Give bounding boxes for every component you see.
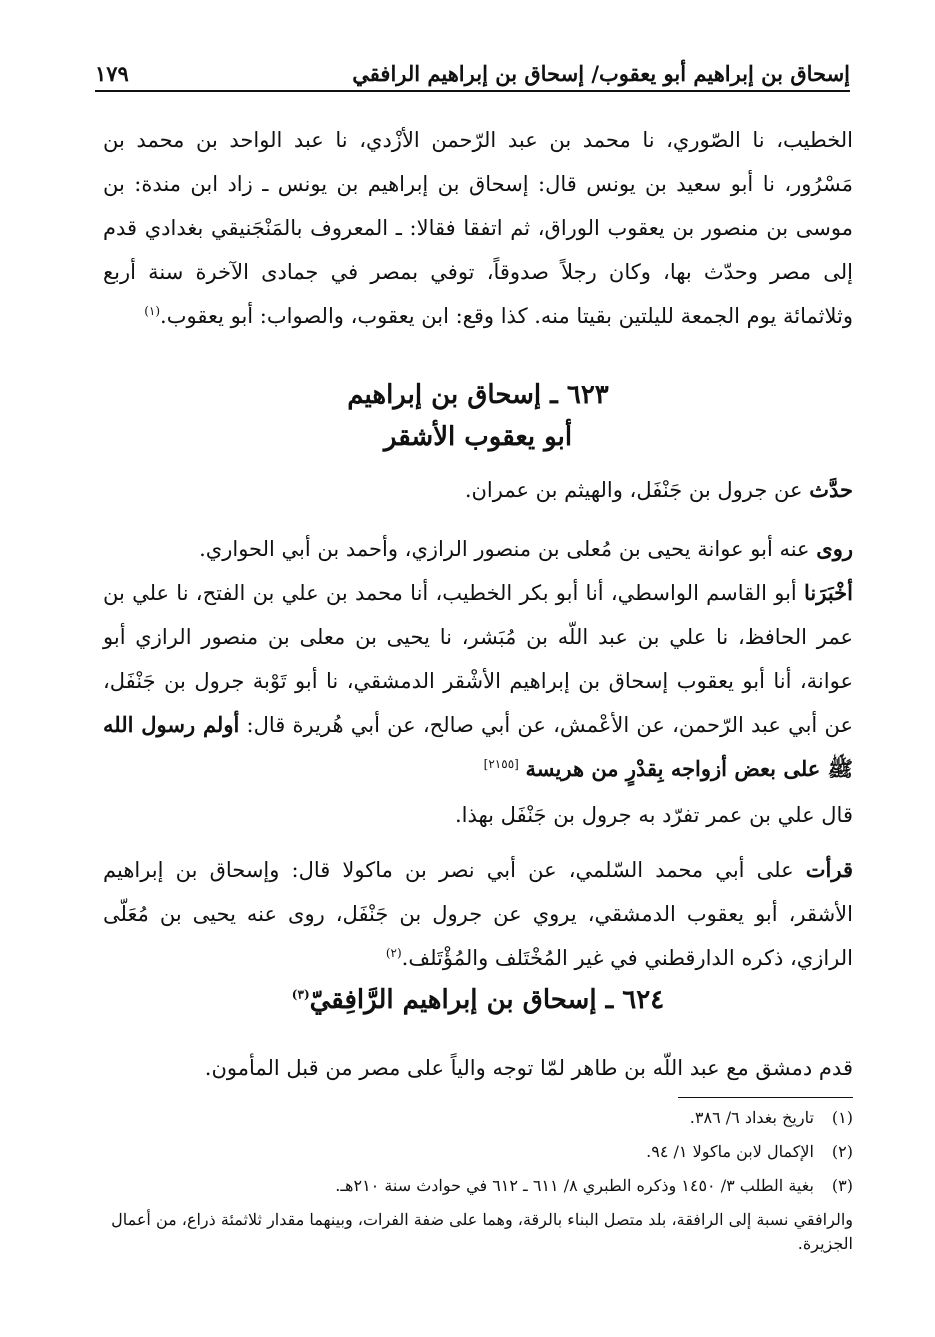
hadath-lead: حدَّث xyxy=(809,477,853,502)
entry-623-subtitle: أبو يعقوب الأشقر xyxy=(383,422,573,452)
entry-624-title xyxy=(103,985,853,1015)
footnote-3 xyxy=(103,1174,853,1198)
footnote-text: الإكمال لابن ماكولا ١/ ٩٤. xyxy=(646,1142,814,1161)
footnote-text: والرافقي نسبة إلى الرافقة، بلد متصل البناء بالرقة، وهما على ضفة الفرات، وبينهما مقدار ثلاثمئة ذراع، من أعمال الجزيرة. xyxy=(111,1210,853,1253)
entry-624-title-text: ٦٢٤ ـ إسحاق بن إبراهيم الرَّافِقيّ xyxy=(309,985,665,1015)
footnote-1 xyxy=(103,1106,853,1130)
entry-624-paragraph xyxy=(103,1046,853,1090)
footnote-number: (١) xyxy=(831,1108,853,1127)
footnote-number: (٢) xyxy=(831,1142,853,1161)
entry-623-title: ٦٢٣ ـ إسحاق بن إبراهيم xyxy=(347,380,609,410)
qara-text: على أبي محمد السّلمي، عن أبي نصر بن ماكولا قال: وإسحاق بن إبراهيم الأشقر، أبو يعقوب الدمشقي، يروي عن جرول بن جَنْفَل، روى عنه يحيى بن مُعَلّى الرازي، ذكره الدارقطني في غير المُخْتَلف والمُؤْتَلف. xyxy=(103,858,853,970)
footnote-text: تاريخ بغداد ٦/ ٣٨٦. xyxy=(689,1108,814,1127)
running-title: إسحاق بن إبراهيم أبو يعقوب/ إسحاق بن إبراهيم الرافقي xyxy=(352,61,850,86)
footnote-2 xyxy=(103,1140,853,1164)
intro-footnote-ref: (١) xyxy=(144,304,161,318)
rawa-lead: روى xyxy=(816,536,853,561)
footnote-3-continued xyxy=(103,1208,853,1256)
page-number: ١٧٩ xyxy=(95,61,129,86)
hadath-text: عن جرول بن جَنْفَل، والهيثم بن عمران. xyxy=(464,478,803,502)
footnote-text: بغية الطلب ٣/ ١٤٥٠ وذكره الطبري ٨/ ٦١١ ـ ٦١٢ في حوادث سنة ٢١٠هـ. xyxy=(335,1176,814,1195)
akhbarana-paragraph xyxy=(103,571,853,791)
ali-note-text: قال علي بن عمر تفرّد به جرول بن جَنْفَل بهذا. xyxy=(454,803,853,827)
intro-paragraph xyxy=(103,118,853,338)
hadath-paragraph xyxy=(103,468,853,512)
ali-note-paragraph xyxy=(103,793,853,837)
qara-lead: قرأت xyxy=(805,857,853,882)
qara-footnote-ref: (٢) xyxy=(385,946,402,960)
akhbarana-lead: أخْبَرَنا xyxy=(804,580,853,605)
rawa-paragraph xyxy=(103,527,853,571)
intro-text: الخطيب، نا الصّوري، نا محمد بن عبد الرّحمن الأزْدي، نا عبد الواحد بن محمد بن مَسْرُور، نا أبو سعيد بن يونس قال: إسحاق بن إبراهيم بن يونس ـ زاد ابن مندة: بن موسى بن منصور بن يعقوب الوراق، ثم اتفقا فقالا: ـ المعروف بالمَنْجَنيقي بغدادي قدم إلى مصر وحدّث بها، وكان رجلاً صدوقاً، توفي بمصر في جمادى الآخرة سنة أربع وثلاثمائة يوم الجمعة لليلتين بقيتا منه. كذا وقع: ابن يعقوب، والصواب: أبو يعقوب. xyxy=(103,128,853,328)
footnote-number: (٣) xyxy=(831,1176,853,1195)
entry-624-footnote-ref: (٣) xyxy=(291,987,310,1002)
akhbarana-text: أبو القاسم الواسطي، أنا أبو بكر الخطيب، أنا محمد بن علي بن الفتح، نا علي بن عمر الحافظ، نا علي بن عبد اللّه بن مُبَشر، نا يحيى بن معلى بن منصور الرازي أبو عوانة، أنا أبو يعقوب إسحاق بن إبراهيم الأشْقر الدمشقي، نا أبو تَوْبة جرول بن جَنْفَل، عن أبي عبد الرّحمن، عن الأعْمش، عن أبي صالح، عن أبي هُريرة قال: xyxy=(103,581,853,737)
rawa-text: عنه أبو عوانة يحيى بن مُعلى بن منصور الرازي، وأحمد بن أبي الحواري. xyxy=(199,537,810,561)
entry-624-text: قدم دمشق مع عبد اللّه بن طاهر لمّا توجه والياً على مصر من قبل المأمون. xyxy=(204,1056,853,1080)
running-header xyxy=(95,52,850,92)
hadith-quote: أولم رسول الله ﷺ على بعض أزواجه بِقدْرٍ من هريسة xyxy=(103,712,853,781)
qara-paragraph xyxy=(103,848,853,980)
hadith-reference: [٢١٥٥] xyxy=(483,757,519,771)
footnote-separator xyxy=(678,1097,853,1098)
